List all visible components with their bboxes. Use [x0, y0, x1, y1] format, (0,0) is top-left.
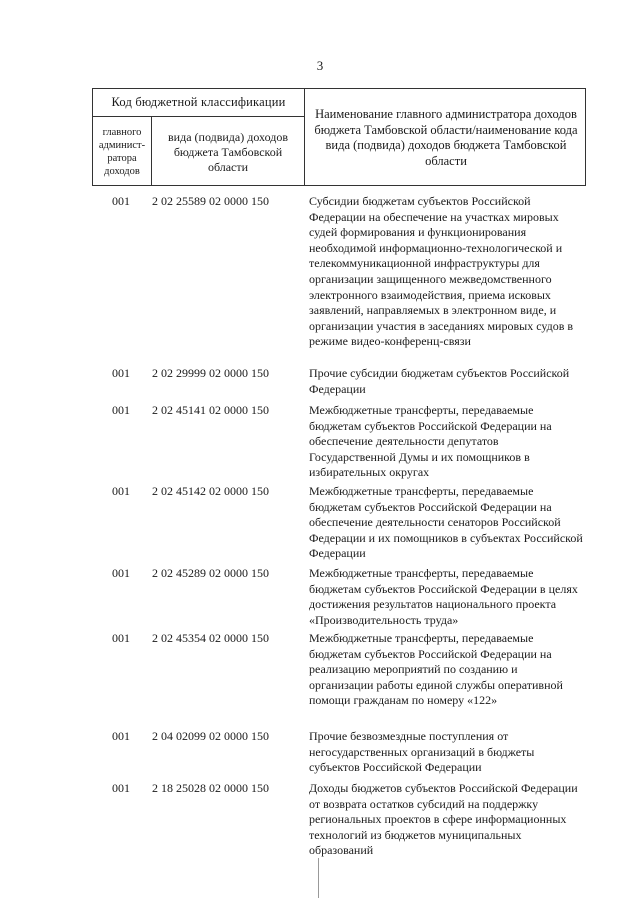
- header-budget-classification-code: Код бюджетной классификации: [111, 95, 286, 109]
- row-name: Межбюджетные трансферты, передаваемые бюджетам субъектов Российской Федерации на обеспечение деятельности депутатов Государственной Думы и их помощников в избирательных округах: [309, 403, 552, 480]
- row-name: Межбюджетные трансферты, передаваемые бюджетам субъектов Российской Федерации на реализацию мероприятий по созданию и организации работы единой службы оперативной помощи гражданам по номеру «122»: [309, 631, 563, 708]
- row-admin-code: 001: [112, 403, 130, 417]
- row-name: Межбюджетные трансферты, передаваемые бюджетам субъектов Российской Федерации в целях достижения результатов национального проекта «Производительность труда»: [309, 566, 578, 627]
- row-revenue-code: 2 02 29999 02 0000 150: [152, 366, 269, 380]
- header-name: Наименование главного администратора доходов бюджета Тамбовской области/наименование кода вида (подвида) доходов бюджета Тамбовской области: [314, 107, 578, 168]
- row-name: Доходы бюджетов субъектов Российской Федерации от возврата остатков субсидий на поддержку региональных проектов в сфере информационных технологий из бюджетов муниципальных образований: [309, 781, 578, 858]
- row-admin-code: 001: [112, 366, 130, 380]
- row-name: Прочие безвозмездные поступления от негосударственных организаций в бюджеты субъектов Российской Федерации: [309, 729, 535, 775]
- row-revenue-code: 2 02 45141 02 0000 150: [152, 403, 269, 417]
- row-admin-code: 001: [112, 194, 130, 208]
- row-admin-code: 001: [112, 631, 130, 645]
- row-admin-code: 001: [112, 484, 130, 498]
- row-name: Прочие субсидии бюджетам субъектов Российской Федерации: [309, 366, 570, 396]
- scan-artifact-line: [318, 858, 319, 898]
- table-header: [92, 88, 586, 186]
- row-revenue-code: 2 18 25028 02 0000 150: [152, 781, 269, 795]
- row-revenue-code: 2 02 45289 02 0000 150: [152, 566, 269, 580]
- row-revenue-code: 2 02 25589 02 0000 150: [152, 194, 269, 208]
- row-name: Межбюджетные трансферты, передаваемые бюджетам субъектов Российской Федерации на обеспечение деятельности сенаторов Российской Федерации и их помощников в субъектах Российской Федерации: [309, 484, 583, 561]
- row-revenue-code: 2 04 02099 02 0000 150: [152, 729, 269, 743]
- row-admin-code: 001: [112, 566, 130, 580]
- header-revenue-type: вида (подвида) доходов бюджета Тамбовской области: [168, 129, 288, 174]
- header-chief-administrator: главного админист-ратора доходов: [98, 127, 146, 177]
- row-admin-code: 001: [112, 781, 130, 795]
- row-revenue-code: 2 02 45354 02 0000 150: [152, 631, 269, 645]
- row-name: Субсидии бюджетам субъектов Российской Федерации на обеспечение на участках мировых судей формирования и функционирования необходимой информационно-технологической и телекоммуникационной инфраструктуры для организации защищенного межведомственного электронного взаимодействия, приема исковых заявлений, направляемых в электронном виде, и организации участия в заседаниях мировых судов в режиме видео-конференц-связи: [309, 194, 574, 349]
- row-revenue-code: 2 02 45142 02 0000 150: [152, 484, 269, 498]
- page-number: 3: [316, 58, 324, 73]
- row-admin-code: 001: [112, 729, 130, 743]
